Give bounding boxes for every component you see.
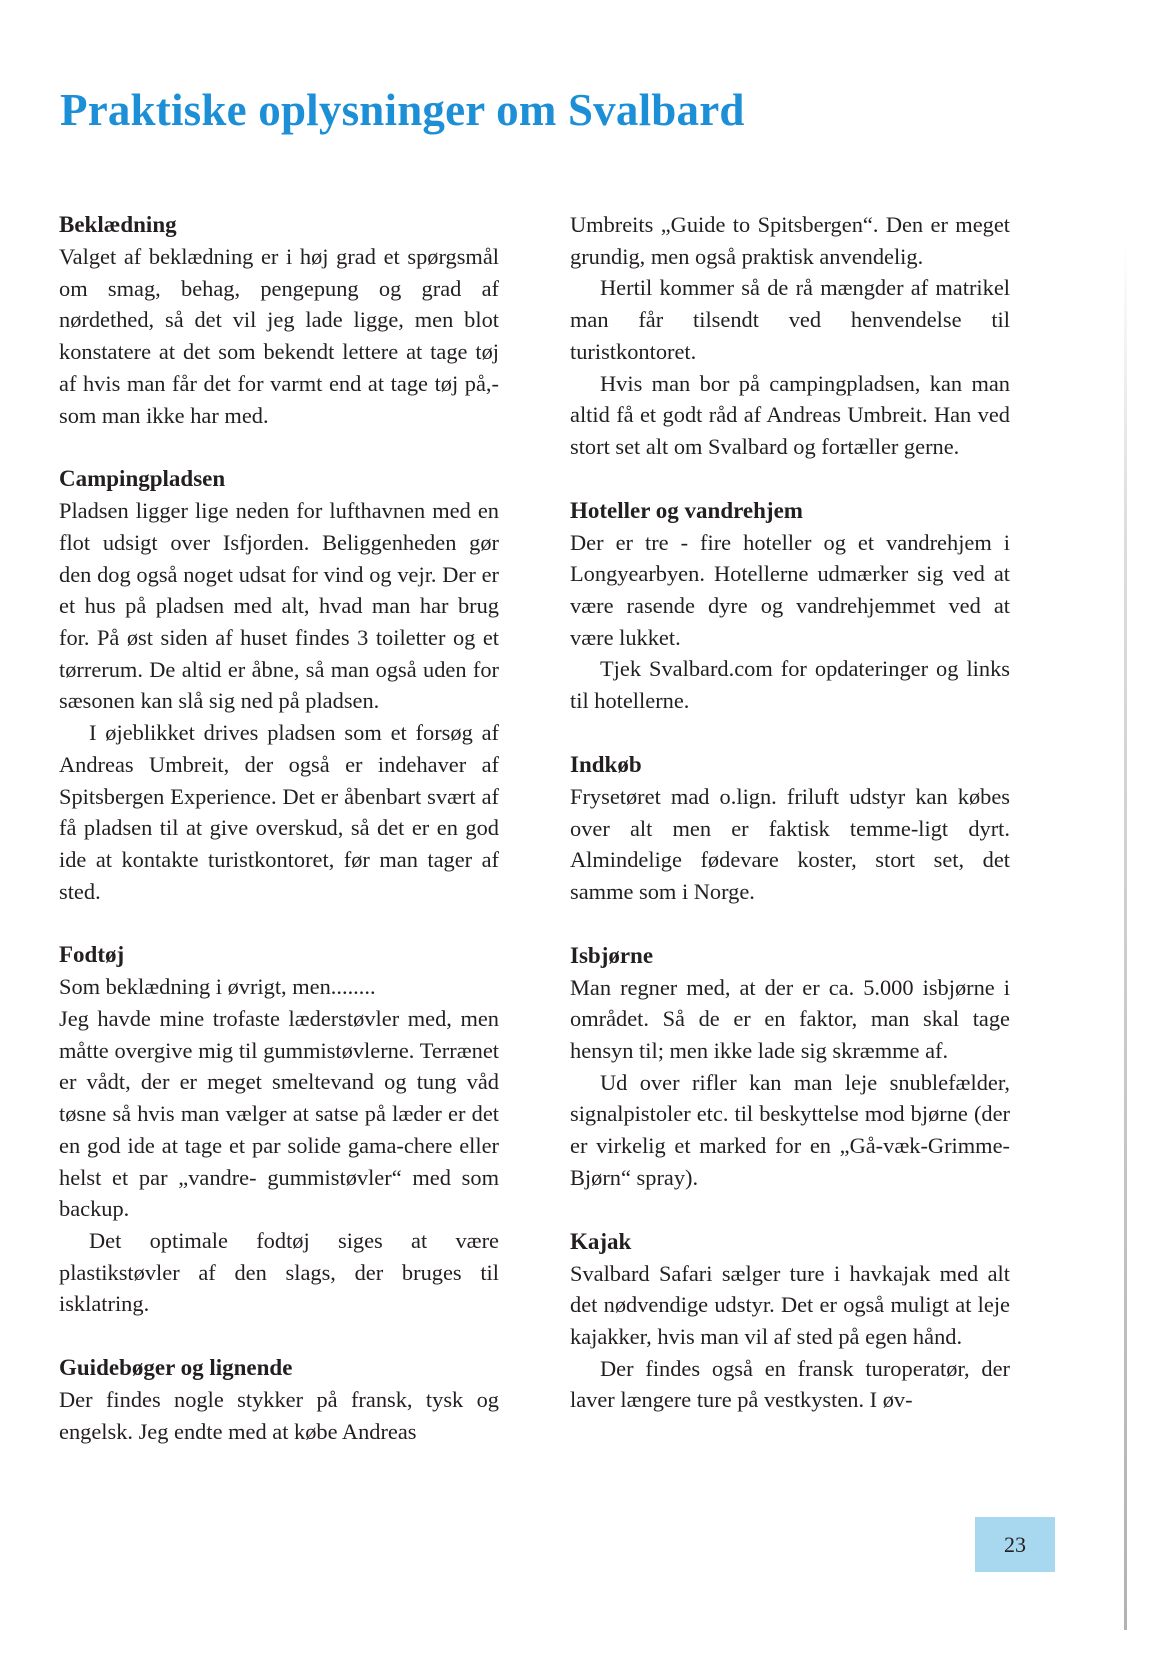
section-heading: Indkøb [570, 751, 642, 777]
paragraph: Der findes også en fransk turoperatør, der laver længere ture på vestkysten. I øv- [570, 1355, 1010, 1413]
paragraph: Svalbard Safari sælger ture i havkajak med alt det nødvendige udstyr. Det er også muligt at leje kajakker, hvis man vil af sted på egen hånd. [570, 1260, 1010, 1349]
paragraph: Pladsen ligger lige neden for lufthavnen med en flot udsigt over Isfjorden. Beliggenheden gør den dog også noget udsat for vind og vejr. Der er et hus på pladsen med alt, hvad man har brug for. På øst siden af huset findes 3 toiletter og et tørrerum. De altid er åbne, så man også uden for sæsonen kan slå sig ned på pladsen. [59, 498, 499, 714]
section-heading: Guidebøger og lignende [59, 1355, 293, 1381]
paragraph: Hvis man bor på campingpladsen, kan man altid få et godt råd af Andreas Umbreit. Han ved stort set alt om Svalbard og fortæller gerne. [570, 370, 1010, 459]
section-hoteller [570, 495, 1010, 717]
paragraph: I øjeblikket drives pladsen som et forsøg af Andreas Umbreit, der også er indehaver af Spitsbergen Experience. Det er åbenbart svært af få pladsen til at give overskud, så det er en god ide at kontakte turistkontoret, før man tager af sted. [59, 720, 499, 904]
paragraph: Det optimale fodtøj siges at være plastikstøvler af den slags, der bruges til isklatring. [59, 1227, 499, 1317]
left-column [59, 209, 499, 1480]
section-kajak [570, 1226, 1010, 1417]
page-title: Praktiske oplysninger om Svalbard [60, 85, 745, 135]
page-number: 23 [975, 1517, 1055, 1572]
section-isbjorne [570, 940, 1010, 1194]
paragraph: Hertil kommer så de rå mængder af matrikel man får tilsendt ved henvendelse til turistkontoret. [570, 275, 1010, 364]
paragraph: Tjek Svalbard.com for opdateringer og links til hotellerne. [570, 656, 1010, 714]
section-heading: Kajak [570, 1228, 632, 1254]
section-heading: Fodtøj [59, 942, 125, 968]
section-heading: Beklædning [59, 212, 177, 237]
paragraph: Man regner med, at der er ca. 5.000 isbjørne i området. Så de er en faktor, man skal tage hensyn til; men ikke lade sig skræmme af. [570, 974, 1010, 1064]
paragraph: Ud over rifler kan man leje snublefælder, signalpistoler etc. til beskyttelse mod bjørne (der er virkelig et marked for en „Gå-væk-Grimme-Bjørn“ spray). [570, 1069, 1010, 1190]
paragraph: Der findes nogle stykker på fransk, tysk og engelsk. Jeg endte med at købe Andreas [59, 1387, 499, 1444]
section-fodtoj [59, 939, 499, 1320]
section-heading: Hoteller og vandrehjem [570, 497, 803, 523]
paragraph: Valget af beklædning er i høj grad et spørgsmål om smag, behag, pengepung og grad af nørdethed, så det vil jeg lade ligge, men blot konstatere at det som bekendt lettere at tage tøj af hvis man får det for varmt end at tage tøj på,- som man ikke har med. [59, 244, 499, 428]
right-column [570, 209, 1010, 1448]
paragraph: Frysetøret mad o.lign. friluft udstyr kan købes over alt men er faktisk temme-ligt dyrt. Almindelige fødevare koster, stort set, det samme som i Norge. [570, 783, 1010, 904]
paragraph: Umbreits „Guide to Spitsbergen“. Den er meget grundig, men også praktisk anvendelig. [570, 212, 1010, 269]
section-guideboger-continued [570, 209, 1010, 463]
section-heading: Isbjørne [570, 942, 654, 968]
page-edge-shadow [1124, 240, 1127, 1630]
paragraph: Jeg havde mine trofaste læderstøvler med, men måtte overgive mig til gummistøvlerne. Terrænet er vådt, der er meget smeltevand og tung våd tøsne så hvis man vælger at satse på læder er det en god ide at tage et par solide gama-chere eller helst et par „vandre- gummistøvler“ med som backup. [59, 1006, 499, 1222]
section-indkob [570, 749, 1010, 908]
section-heading: Campingpladsen [59, 466, 226, 492]
section-campingpladsen [59, 463, 499, 907]
paragraph: Som beklædning i øvrigt, men........ [59, 974, 376, 1000]
section-beklaedning [59, 209, 499, 431]
section-guideboger [59, 1352, 499, 1447]
paragraph: Der er tre - fire hoteller og et vandrehjem i Longyearbyen. Hotellerne udmærker sig ved at være rasende dyre og vandrehjemmet ved at være lukket. [570, 529, 1010, 650]
